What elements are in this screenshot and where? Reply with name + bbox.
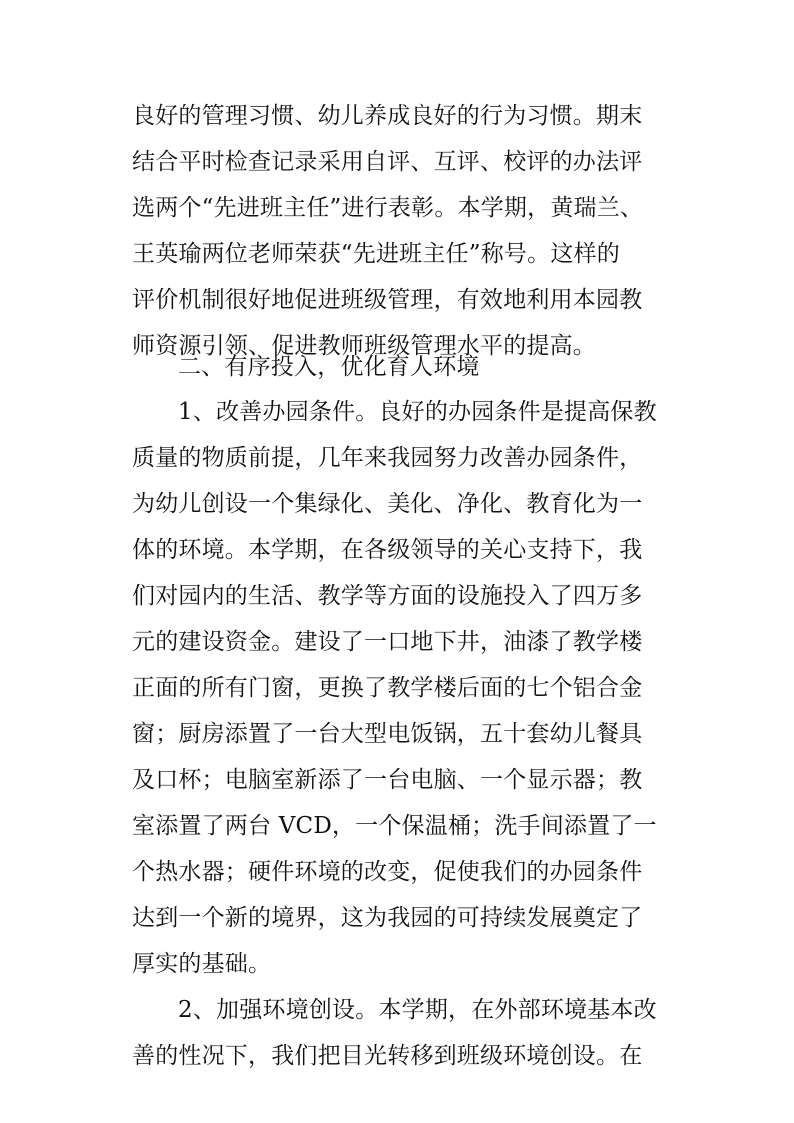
paragraph-start: 1、改善办园条件。良好的办园条件是提高保教	[178, 399, 657, 425]
text-line: 个热水器；硬件环境的改变，促使我们的办园条件	[132, 859, 643, 885]
text-line: 及口杯；电脑室新添了一台电脑、一个显示器；教	[132, 767, 643, 793]
text-line: 达到一个新的境界，这为我园的可持续发展奠定了	[132, 905, 643, 931]
text-line: 元的建设资金。建设了一口地下井，油漆了教学楼	[132, 629, 643, 655]
text-line: 王英瑜两位老师荣获“先进班主任”称号。这样的	[132, 241, 620, 267]
text-line: 窗；厨房添置了一台大型电饭锅，五十套幼儿餐具	[132, 721, 643, 747]
text-line: 质量的物质前提，几年来我园努力改善办园条件，	[132, 445, 643, 471]
text-line: 们对园内的生活、教学等方面的设施投入了四万多	[132, 583, 643, 609]
text-line: 评价机制很好地促进班级管理，有效地利用本园教	[132, 287, 643, 313]
text-line: 选两个“先进班主任”进行表彰。本学期，黄瑞兰、	[132, 195, 644, 221]
text-line: 善的性况下，我们把目光转移到班级环境创设。在	[132, 1043, 643, 1069]
text-line: 体的环境。本学期，在各级领导的关心支持下，我	[132, 537, 643, 563]
text-line: 正面的所有门窗，更换了教学楼后面的七个铝合金	[132, 675, 643, 701]
text-line: 为幼儿创设一个集绿化、美化、净化、教育化为一	[132, 491, 643, 517]
text-line: 师资源引领、促进教师班级管理水平的提高。	[132, 333, 596, 359]
text-line: 结合平时检查记录采用自评、互评、校评的办法评	[132, 149, 643, 175]
text-line: 厚实的基础。	[132, 951, 272, 977]
text-line: 室添置了两台 VCD，一个保温桶；洗手间添置了一	[132, 813, 657, 839]
paragraph-start: 2、加强环境创设。本学期，在外部环境基本改	[178, 997, 657, 1023]
section-heading: 二、有序投入，优化育人环境	[178, 354, 480, 380]
text-line: 良好的管理习惯、幼儿养成良好的行为习惯。期末	[132, 103, 643, 129]
